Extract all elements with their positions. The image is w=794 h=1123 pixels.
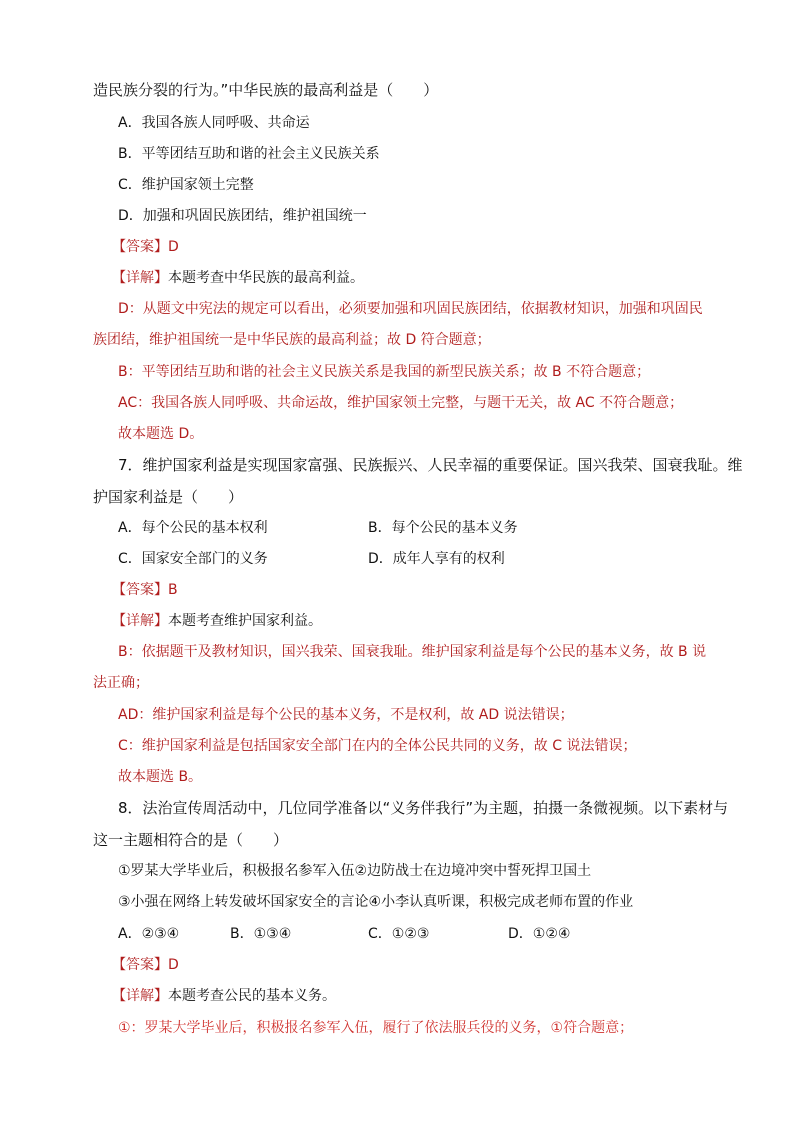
q7-explain-line: 法正确； — [93, 675, 149, 691]
answer-label: 【答案】 — [112, 239, 168, 255]
q7-option-b: B．每个公民的基本义务 — [368, 520, 518, 536]
q7-explain-line: C：维护国家利益是包括国家安全部门在内的全体公民共同的义务，故 C 说法错误； — [118, 738, 637, 754]
answer-value: B — [168, 582, 178, 598]
q6-explain-line: B：平等团结互助和谐的社会主义民族关系是我国的新型民族关系；故 B 不符合题意； — [118, 364, 651, 380]
q7-stem-line: 护国家利益是（ ） — [93, 488, 244, 506]
answer-value: D — [168, 239, 179, 255]
q6-option-a: A．我国各族人同呼吸、共命运 — [118, 115, 310, 131]
q8-stem-line: 这一主题相符合的是（ ） — [93, 831, 289, 849]
detail-label: 【详解】 — [112, 613, 168, 629]
q6-option-c: C．维护国家领土完整 — [118, 177, 254, 193]
q8-explain-line: ①：罗某大学毕业后，积极报名参军入伍，履行了依法服兵役的义务，①符合题意； — [118, 1020, 634, 1036]
answer-label: 【答案】 — [112, 957, 168, 973]
q7-option-c: C．国家安全部门的义务 — [118, 551, 268, 567]
q8-option-a: A．②③④ — [118, 926, 180, 942]
q6-answer — [112, 237, 179, 257]
q7-detail — [112, 611, 322, 631]
q8-stem-line: 8．法治宣传周活动中，几位同学准备以“义务伴我行”为主题，拍摄一条微视频。以下素材与 — [118, 799, 729, 817]
q6-stem-tail: 造民族分裂的行为。”中华民族的最高利益是（ ） — [93, 81, 439, 99]
q7-answer — [112, 580, 178, 600]
q6-explain-line: D：从题文中宪法的规定可以看出，必须要加强和巩固民族团结，依据教材知识，加强和巩固民 — [118, 301, 703, 317]
q8-detail — [112, 986, 336, 1006]
q6-explain-line: 族团结，维护祖国统一是中华民族的最高利益；故 D 符合题意； — [93, 332, 491, 348]
q8-material-line: ①罗某大学毕业后，积极报名参军入伍②边防战士在边境冲突中誓死捍卫国土 — [118, 863, 592, 879]
answer-value: D — [168, 957, 179, 973]
detail-intro: 本题考查公民的基本义务。 — [168, 988, 336, 1004]
q8-option-c: C．①②③ — [368, 926, 430, 942]
q7-option-d: D．成年人享有的权利 — [368, 551, 505, 567]
detail-label: 【详解】 — [112, 988, 168, 1004]
q6-option-b: B．平等团结互助和谐的社会主义民族关系 — [118, 146, 380, 162]
q7-conclusion: 故本题选 B。 — [118, 769, 203, 785]
q6-detail — [112, 268, 364, 288]
q7-stem-line: 7．维护国家利益是实现国家富强、民族振兴、人民幸福的重要保证。国兴我荣、国衰我耻。维 — [118, 456, 743, 474]
q8-option-d: D．①②④ — [508, 926, 571, 942]
q7-option-a: A．每个公民的基本权利 — [118, 520, 268, 536]
q7-explain-line: B：依据题干及教材知识，国兴我荣、国衰我耻。维护国家利益是每个公民的基本义务，故 B 说 — [118, 644, 707, 660]
q8-material-line: ③小强在网络上转发破坏国家安全的言论④小李认真听课，积极完成老师布置的作业 — [118, 894, 634, 910]
detail-intro: 本题考查中华民族的最高利益。 — [168, 270, 364, 286]
q8-option-b: B．①③④ — [230, 926, 292, 942]
q8-answer — [112, 955, 179, 975]
q6-conclusion: 故本题选 D。 — [118, 426, 204, 442]
answer-label: 【答案】 — [112, 582, 168, 598]
detail-intro: 本题考查维护国家利益。 — [168, 613, 322, 629]
q7-explain-line: AD：维护国家利益是每个公民的基本义务，不是权利，故 AD 说法错误； — [118, 707, 574, 723]
q6-option-d: D．加强和巩固民族团结，维护祖国统一 — [118, 208, 367, 224]
q6-explain-line: AC：我国各族人同呼吸、共命运故，维护国家领土完整，与题干无关，故 AC 不符合题意； — [118, 395, 684, 411]
detail-label: 【详解】 — [112, 270, 168, 286]
